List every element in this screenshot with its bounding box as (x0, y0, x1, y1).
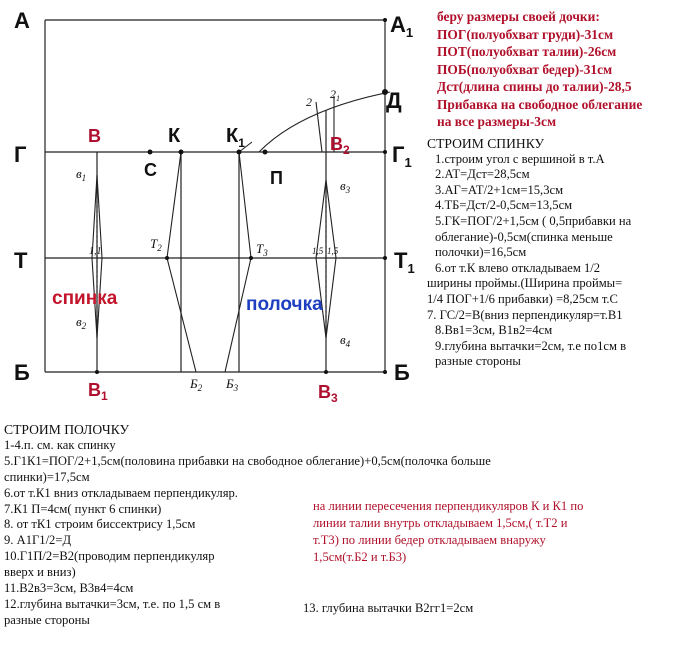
back-step: 1.строим угол с вершиной в т.А (435, 151, 605, 166)
points (95, 18, 388, 374)
dot-A1 (383, 18, 387, 22)
dot-V1 (95, 370, 99, 374)
back-step: 6.от т.К влево откладываем 1/2 (435, 260, 601, 275)
label-G1: $Г_1$ (392, 142, 412, 170)
measure-line: беру размеры своей дочки: (437, 9, 600, 24)
label-shoulder-21: $2_1$ (330, 87, 340, 103)
front-step: вверх и вниз) (4, 565, 76, 580)
front-step: 11.В2в3=3см, В3в4=4см (4, 581, 134, 596)
dot-V3 (324, 370, 328, 374)
back-step: 4.ТБ=Дст/2-0,5см=13,5см (435, 198, 573, 213)
back-step: 5.ГК=ПОГ/2+1,5см ( 0,5прибавки на (435, 213, 632, 228)
label-v2: $в_2$ (76, 314, 87, 331)
label-B: Б (14, 360, 30, 385)
darts-note-line: на линии пересечения перпендикуляров К и К1 по (313, 499, 584, 513)
label-T2: $Т_2$ (150, 236, 162, 253)
back-step: 7. ГС/2=В(вниз перпендикуляр=т.В1 (427, 307, 623, 322)
label-V: В (88, 126, 101, 146)
label-v1: $в_1$ (76, 166, 87, 183)
label-B3: $Б_3$ (226, 376, 239, 393)
label-T1: $Т_1$ (394, 248, 415, 276)
back-step: 1/4 ПОГ+1/6 прибавки) =8,25см т.С (427, 291, 618, 306)
region-label-back: спинка (52, 288, 118, 309)
label-T3: $Т_3$ (256, 241, 268, 258)
back-step: 3.АГ=АТ/2+1см=15,3см (435, 182, 564, 197)
back-step: разные стороны (435, 354, 521, 369)
measure-line: ПОТ(полуобхват талии)-26см (437, 44, 617, 59)
front-step: 9. А1Г1/2=Д (4, 533, 72, 548)
front-step: 8. от тК1 строим биссектрису 1,5см (4, 517, 196, 532)
label-C: С (144, 160, 157, 180)
dot-T3 (249, 256, 253, 260)
dot-K (179, 150, 184, 155)
back-step: ширины проймы.(Ширина проймы= (427, 276, 623, 291)
front-step: 6.от т.К1 вниз откладываем перпендикуляр. (4, 485, 238, 500)
front-step: 7.К1 П=4см( пункт 6 спинки) (4, 501, 162, 516)
back-title: СТРОИМ СПИНКУ (427, 136, 545, 151)
dot-C (148, 150, 153, 155)
label-B2: $Б_2$ (190, 376, 203, 393)
back-step: полочки)=16,5см (435, 245, 527, 260)
back-step: 9.глубина вытачки=2см, т.е по1см в (435, 338, 627, 353)
front-title: СТРОИМ ПОЛОЧКУ (4, 422, 130, 437)
front-step: 10.Г1П/2=В2(проводим перпендикуляр (4, 549, 215, 564)
dot-B1 (383, 370, 387, 374)
front-step: 12.глубина вытачки=3см, т.е. по 1,5 см в (4, 596, 221, 611)
dot-P (263, 150, 268, 155)
side-seams (92, 152, 336, 372)
label-dart-width-front-1: 1,5 (312, 246, 324, 256)
back-step: 2.АТ=Дст=28,5см (435, 167, 530, 182)
measure-line: Прибавка на свободное облегание (437, 96, 643, 112)
front-step: разные стороны (4, 612, 90, 627)
darts-note-line: т.Т3) по линии бедер откладываем внаружу (313, 533, 546, 547)
dot-K1 (237, 150, 242, 155)
label-V2: $В_2$ (330, 134, 350, 157)
label-shoulder-2: 2 (306, 95, 312, 109)
measure-line: ПОБ(полуобхват бедер)-31см (437, 61, 613, 77)
darts-note-line: линии талии внутрь откладываем 1,5см,( т.Т2 и (313, 516, 568, 530)
label-T: Т (14, 248, 28, 273)
armhole-curve (259, 92, 390, 152)
dot-T1 (383, 256, 387, 260)
label-v4: $в_4$ (340, 332, 351, 349)
label-D: Д (386, 88, 402, 113)
label-A: А (14, 8, 30, 33)
darts-note-line: 1,5см(т.Б2 и т.Б3) (313, 550, 407, 564)
back-step: 8.Вв1=3см, В1в2=4см (435, 323, 553, 338)
label-K1: $К_1$ (226, 125, 245, 150)
armhole (239, 92, 390, 152)
back-steps-panel (427, 136, 631, 370)
step-13: 13. глубина вытачки В2гг1=2см (303, 601, 474, 615)
measure-line: ПОГ(полуобхват груди)-31см (437, 26, 614, 42)
dot-T2 (165, 256, 169, 260)
darts-note (313, 498, 583, 566)
measurements-panel (437, 8, 642, 131)
front-side-seam (225, 152, 251, 372)
label-A1: $А_1$ (390, 12, 414, 40)
dot-G1 (383, 150, 387, 154)
label-V1: $В_1$ (88, 380, 108, 403)
front-step: спинки)=17,5см (4, 469, 90, 484)
region-label-front: полочка (246, 294, 323, 315)
label-V3: $В_3$ (318, 382, 338, 405)
label-B1: Б (394, 360, 410, 385)
back-step: облегание)-0,5см(спинка меньше (435, 229, 613, 244)
label-dart-width-back: 1,1 (89, 246, 102, 257)
front-step: 1-4.п. см. как спинку (4, 437, 116, 452)
shoulder-line-front (316, 102, 322, 152)
front-step: 5.Г1К1=ПОГ/2+1,5см(половина прибавки на свободное облегание)+0,5см(полочка больше (4, 453, 491, 468)
label-G: Г (14, 142, 27, 167)
label-K: К (168, 125, 181, 147)
measure-line: на все размеры-3см (437, 114, 557, 129)
label-v3: $в_3$ (340, 178, 351, 195)
label-P: П (270, 168, 283, 188)
label-dart-width-front-2: 1,5 (327, 246, 339, 256)
measure-line: Дст(длина спины до талии)-28,5 (437, 79, 632, 94)
